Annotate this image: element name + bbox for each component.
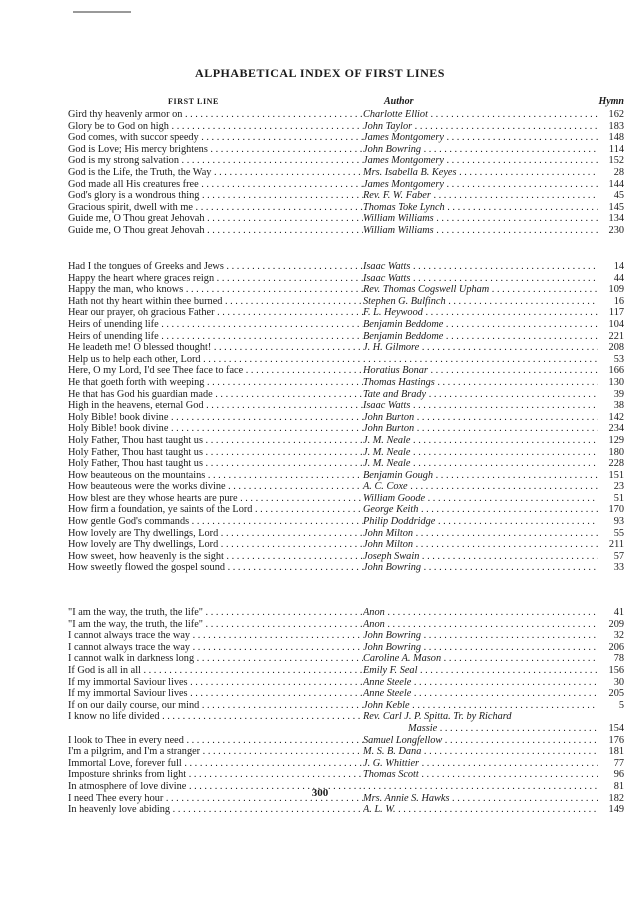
index-row (68, 458, 624, 470)
index-row (68, 804, 624, 816)
index-row (68, 132, 624, 144)
hymn-number: 145 (608, 201, 624, 213)
hymn-number: 51 (613, 492, 624, 504)
index-row (68, 225, 624, 237)
hymn-number: 57 (613, 550, 624, 562)
index-row (68, 735, 624, 747)
first-line: Hear our prayer, oh gracious Father . . . (68, 307, 363, 319)
author: Mrs. Annie S. Hawks . . . (363, 793, 598, 805)
index-row (68, 155, 624, 167)
hymn-number: 183 (608, 120, 624, 132)
first-line: Holy Bible! book divine . . . (68, 423, 363, 435)
index-row (68, 354, 624, 366)
index-row (68, 630, 624, 642)
first-line: Gird thy heavenly armor on . . . (68, 109, 363, 121)
author: John Bowring . . . (363, 642, 598, 654)
first-line: I cannot always trace the way . . . (68, 642, 363, 654)
author-header: Author (384, 96, 414, 107)
first-line: "I am the way, the truth, the life" . . . (68, 607, 363, 619)
author: J. M. Neale . . . (363, 447, 598, 459)
first-line: Heirs of unending life . . . (68, 331, 363, 343)
first-line: How beauteous were the works divine . . . (68, 481, 363, 493)
hymn-number: 234 (608, 423, 624, 435)
index-row (68, 261, 624, 273)
section-h (68, 261, 624, 574)
index-row (68, 213, 624, 225)
author: Rev. Thomas Cogswell Upham . . . (363, 284, 598, 296)
index-row (68, 179, 624, 191)
section-i (68, 607, 624, 816)
hymn-number: 152 (608, 155, 624, 167)
hymn-number: 176 (608, 734, 624, 746)
first-line: Guide me, O Thou great Jehovah . . . (68, 225, 363, 237)
section-g (68, 109, 624, 237)
first-line: If my immortal Saviour lives . . . (68, 677, 363, 689)
author: John Keble . . . (363, 700, 598, 712)
index-row (68, 377, 624, 389)
hymn-number: 151 (608, 469, 624, 481)
author: A. C. Coxe . . . (363, 481, 598, 493)
author: Isaac Watts . . . (363, 261, 598, 273)
author: Rev. F. W. Faber . . . (363, 190, 598, 202)
hymn-number: 230 (608, 224, 624, 236)
hymn-number: 166 (608, 365, 624, 377)
author: F. L. Heywood . . . (363, 307, 598, 319)
hymn-number: 23 (613, 481, 624, 493)
hymn-number: 182 (608, 792, 624, 804)
index-row (68, 481, 624, 493)
author: Charlotte Elliot . . . (363, 109, 598, 121)
first-line: Here, O my Lord, I'd see Thee face to face . . . (68, 365, 363, 377)
index-row (68, 653, 624, 665)
first-line: God is my strong salvation . . . (68, 155, 363, 167)
hymn-number: 55 (613, 527, 624, 539)
author (363, 354, 598, 366)
hymn-number: 117 (608, 307, 624, 319)
author: Isaac Watts . . . (363, 400, 598, 412)
author: J. M. Neale . . . (363, 458, 598, 470)
hymn-number: 78 (613, 653, 624, 665)
index-row (68, 190, 624, 202)
hymn-number: 93 (613, 516, 624, 528)
hymn-number: 181 (608, 746, 624, 758)
author: Horatius Bonar . . . (363, 365, 598, 377)
first-line: "I am the way, the truth, the life" . . . (68, 619, 363, 631)
index-row (68, 202, 624, 214)
index-row (68, 516, 624, 528)
first-line: Imposture shrinks from light . . . (68, 769, 363, 781)
author: James Montgomery . . . (363, 179, 598, 191)
hymn-number: 28 (613, 166, 624, 178)
author: Anon . . . (363, 619, 598, 631)
hymn-number: 81 (613, 780, 624, 792)
index-row (68, 296, 624, 308)
first-line: God made all His creatures free . . . (68, 179, 363, 191)
hymn-number: 206 (608, 641, 624, 653)
hymn-number: 5 (618, 699, 624, 711)
author: William Williams . . . (363, 213, 598, 225)
page-title: ALPHABETICAL INDEX OF FIRST LINES (195, 66, 445, 80)
hymn-number: 180 (608, 446, 624, 458)
hymn-number: 149 (608, 804, 624, 816)
hymn-number: 39 (613, 388, 624, 400)
index-row (68, 551, 624, 563)
first-line: Gracious spirit, dwell with me . . . (68, 202, 363, 214)
author: Anon . . . (363, 607, 598, 619)
first-line: He that has God his guardian made . . . (68, 389, 363, 401)
author: James Montgomery . . . (363, 155, 598, 167)
author: Philip Doddridge . . . (363, 516, 598, 528)
author: George Keith . . . (363, 504, 598, 516)
hymn-header: Hymn (598, 96, 624, 107)
hymn-number: 209 (608, 618, 624, 630)
first-line: How lovely are Thy dwellings, Lord . . . (68, 528, 363, 540)
author: John Milton . . . (363, 528, 598, 540)
author: J. H. Gilmore . . . (363, 342, 598, 354)
index-row (68, 470, 624, 482)
first-line: I cannot always trace the way . . . (68, 630, 363, 642)
hymn-number: 142 (608, 411, 624, 423)
author: Tate and Brady . . . (363, 389, 598, 401)
hymn-number: 33 (613, 562, 624, 574)
first-line: Heirs of unending life . . . (68, 319, 363, 331)
hymn-number: 205 (608, 688, 624, 700)
author: John Bowring . . . (363, 630, 598, 642)
first-line: How gentle God's commands . . . (68, 516, 363, 528)
hymn-number: 38 (613, 400, 624, 412)
index-row (68, 619, 624, 631)
first-line: Glory be to God on high . . . (68, 121, 363, 133)
first-line: Immortal Love, forever full . . . (68, 758, 363, 770)
author: Thomas Toke Lynch . . . (363, 202, 598, 214)
index-row (68, 400, 624, 412)
index-row (68, 723, 624, 735)
first-line: Happy the heart where graces reign . . . (68, 273, 363, 285)
hymn-number: 148 (608, 132, 624, 144)
author: Benjamin Beddome . . . (363, 319, 598, 331)
hymn-number: 53 (613, 353, 624, 365)
author: William Williams . . . (363, 225, 598, 237)
hymn-number: 134 (608, 213, 624, 225)
first-line: If on our daily course, our mind . . . (68, 700, 363, 712)
hymn-number: 104 (608, 318, 624, 330)
author: Samuel Longfellow . . . (363, 735, 598, 747)
hymn-number: 154 (608, 722, 624, 734)
index-row (68, 539, 624, 551)
hymn-number: 221 (608, 330, 624, 342)
first-line: I cannot walk in darkness long . . . (68, 653, 363, 665)
hymn-number: 16 (613, 295, 624, 307)
hymn-number: 228 (608, 458, 624, 470)
author: John Burton . . . (363, 423, 598, 435)
first-line: How sweetly flowed the gospel sound . . . (68, 562, 363, 574)
first-line: Holy Father, Thou hast taught us . . . (68, 458, 363, 470)
hymn-number: 114 (608, 143, 624, 155)
index-row (68, 144, 624, 156)
author: Benjamin Beddome . . . (363, 331, 598, 343)
index-row (68, 167, 624, 179)
index-row (68, 109, 624, 121)
index-row (68, 273, 624, 285)
index-row (68, 677, 624, 689)
first-line: God's glory is a wondrous thing . . . (68, 190, 363, 202)
first-line: Had I the tongues of Greeks and Jews . . . (68, 261, 363, 273)
author: Massie . . . (408, 723, 598, 735)
hymn-number: 170 (608, 504, 624, 516)
first-line: How blest are they whose hearts are pure . . . (68, 493, 363, 505)
index-row (68, 447, 624, 459)
first-line: If God is all in all . . . (68, 665, 363, 677)
hymn-number: 129 (608, 434, 624, 446)
author: Joseph Swain . . . (363, 551, 598, 563)
author: M. S. B. Dana . . . (363, 746, 598, 758)
index-row (68, 711, 624, 723)
first-line: He that goeth forth with weeping . . . (68, 377, 363, 389)
index-row (68, 746, 624, 758)
hymn-number: 208 (608, 342, 624, 354)
first-line: How firm a foundation, ye saints of the Lord . . . (68, 504, 363, 516)
hymn-number: 144 (608, 178, 624, 190)
author: John Taylor . . . (363, 121, 598, 133)
first-line: I know no life divided . . . (68, 711, 363, 723)
index-row (68, 528, 624, 540)
index-row (68, 412, 624, 424)
author: William Goode . . . (363, 493, 598, 505)
first-line: Holy Bible! book divine . . . (68, 412, 363, 424)
author: Isaac Watts . . . (363, 273, 598, 285)
hymn-number: 44 (613, 272, 624, 284)
author: Stephen G. Bulfinch . . . (363, 296, 598, 308)
hymn-number: 14 (613, 261, 624, 272)
hymn-number: 96 (613, 769, 624, 781)
first-line: Holy Father, Thou hast taught us . . . (68, 447, 363, 459)
author: James Montgomery . . . (363, 132, 598, 144)
index-row (68, 389, 624, 401)
author: Mrs. Isabella B. Keyes . . . (363, 167, 598, 179)
first-line: I need Thee every hour . . . (68, 793, 363, 805)
first-line: Happy the man, who knows . . . (68, 284, 363, 296)
first-line: God is the Life, the Truth, the Way . . . (68, 167, 363, 179)
first-line: How sweet, how heavenly is the sight . . . (68, 551, 363, 563)
index-row (68, 121, 624, 133)
index-row (68, 342, 624, 354)
first-line: In heavenly love abiding . . . (68, 804, 363, 816)
author: A. L. W. . . . (363, 804, 598, 816)
index-row (68, 307, 624, 319)
first-line: I look to Thee in every need . . . (68, 735, 363, 747)
first-line-header: FIRST LINE (168, 97, 219, 106)
hymn-number: 130 (608, 376, 624, 388)
index-row (68, 493, 624, 505)
index-row (68, 688, 624, 700)
first-line: If my immortal Saviour lives . . . (68, 688, 363, 700)
first-line: Help us to help each other, Lord . . . (68, 354, 363, 366)
author: Anne Steele . . . (363, 688, 598, 700)
index-row (68, 319, 624, 331)
author: John Milton . . . (363, 539, 598, 551)
author: Thomas Scott . . . (363, 769, 598, 781)
index-row (68, 284, 624, 296)
hymn-number: 211 (608, 539, 624, 551)
first-line: Guide me, O Thou great Jehovah . . . (68, 213, 363, 225)
index-row (68, 607, 624, 619)
hymn-number: 156 (608, 664, 624, 676)
index-row (68, 665, 624, 677)
first-line: Hath not thy heart within thee burned . . . (68, 296, 363, 308)
author: Anne Steele . . . (363, 677, 598, 689)
hymn-number: 162 (608, 109, 624, 120)
page-number: 300 (311, 787, 329, 799)
first-line: God is Love; His mercy brightens . . . (68, 144, 363, 156)
index-row (68, 758, 624, 770)
author: J. M. Neale . . . (363, 435, 598, 447)
hymn-number: 41 (613, 607, 624, 618)
column-header (68, 96, 624, 108)
index-row (68, 504, 624, 516)
first-line: God comes, with succor speedy . . . (68, 132, 363, 144)
index-row (68, 423, 624, 435)
author: Rev. Carl J. P. Spitta. Tr. by Richard (363, 711, 512, 723)
author: Emily F. Seal . . . (363, 665, 598, 677)
first-line: Holy Father, Thou hast taught us . . . (68, 435, 363, 447)
author: John Burton . . . (363, 412, 598, 424)
author: John Bowring . . . (363, 144, 598, 156)
index-row (68, 331, 624, 343)
index-row (68, 700, 624, 712)
first-line: How beauteous on the mountains . . . (68, 470, 363, 482)
index-row (68, 435, 624, 447)
author: John Bowring . . . (363, 562, 598, 574)
top-rule (73, 11, 131, 13)
author: Benjamin Gough . . . (363, 470, 598, 482)
first-line: I'm a pilgrim, and I'm a stranger . . . (68, 746, 363, 758)
index-row (68, 769, 624, 781)
hymn-number: 45 (613, 190, 624, 202)
hymn-number: 32 (613, 630, 624, 642)
hymn-number: 77 (613, 757, 624, 769)
first-line: How lovely are Thy dwellings, Lord . . . (68, 539, 363, 551)
author: Caroline A. Mason . . . (363, 653, 598, 665)
first-line: In atmosphere of love divine . . . (68, 781, 363, 793)
hymn-number: 109 (608, 284, 624, 296)
index-row (68, 562, 624, 574)
hymn-number: 30 (613, 676, 624, 688)
index-row (68, 642, 624, 654)
first-line: High in the heavens, eternal God . . . (68, 400, 363, 412)
author: J. G. Whittier . . . (363, 758, 598, 770)
author: Thomas Hastings . . . (363, 377, 598, 389)
index-row (68, 365, 624, 377)
first-line: He leadeth me! O blessed thought! . . . (68, 342, 363, 354)
